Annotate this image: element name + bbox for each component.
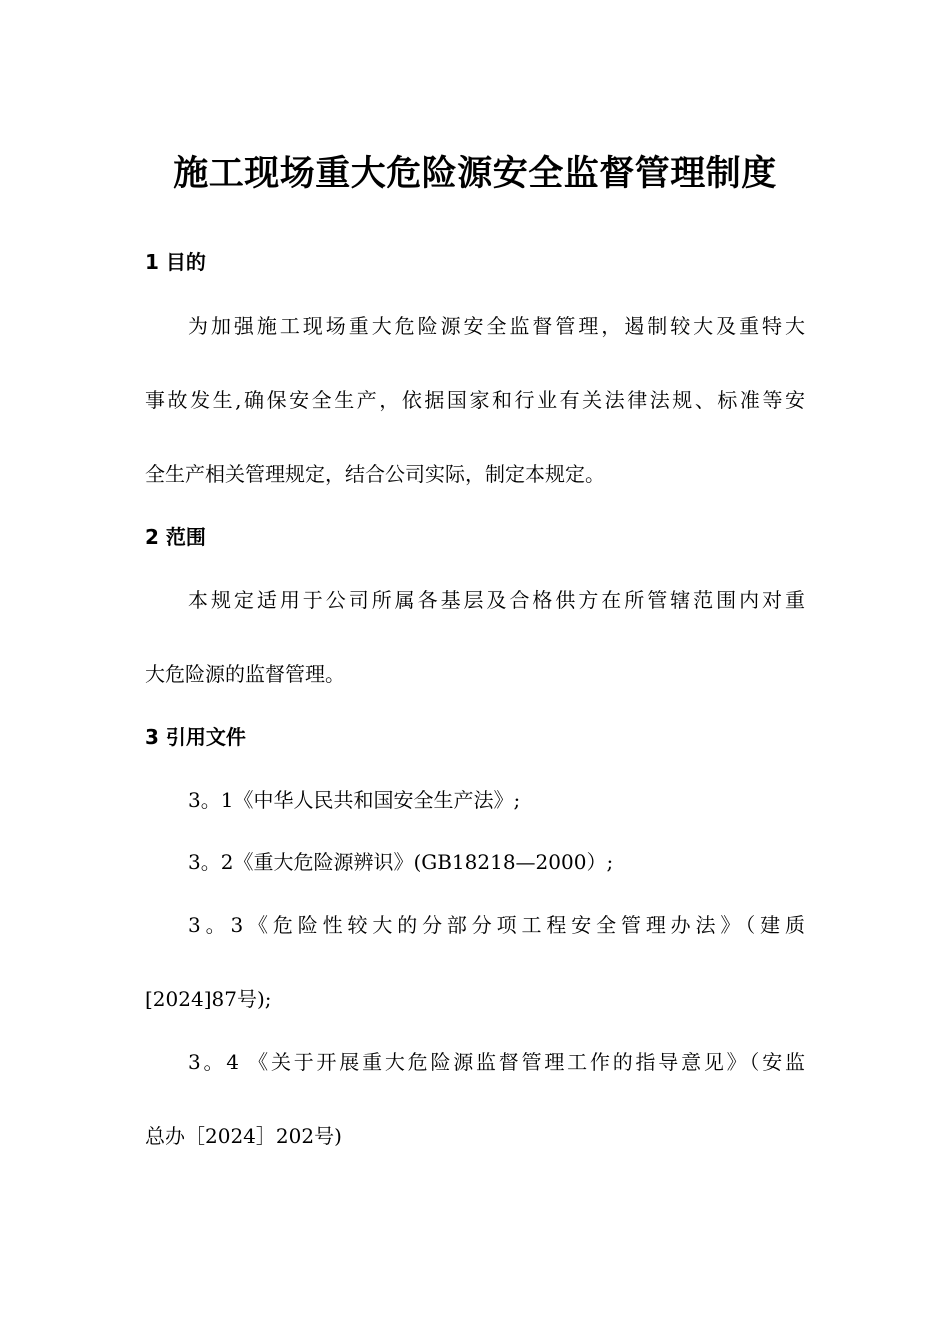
reference-item: 3。1《中华人民共和国安全生产法》; <box>188 788 521 812</box>
reference-item: 3。3《危险性较大的分部分项工程安全管理办法》（建质 <box>188 913 805 937</box>
reference-item-continued: [2024]87号); <box>145 987 272 1011</box>
paragraph-line: 为加强施工现场重大危险源安全监督管理，遏制较大及重特大 <box>188 314 805 338</box>
reference-item: 3。4 《关于开展重大危险源监督管理工作的指导意见》（安监 <box>188 1050 805 1074</box>
section-heading-scope: 2 范围 <box>145 525 206 549</box>
section-heading-purpose: 1 目的 <box>145 250 206 274</box>
paragraph-line: 本规定适用于公司所属各基层及合格供方在所管辖范围内对重 <box>188 588 805 612</box>
paragraph-line: 大危险源的监督管理。 <box>145 662 345 686</box>
reference-item: 3。2《重大危险源辨识》(GB18218—2000）; <box>188 850 614 874</box>
reference-item-continued: 总办［2024］202号) <box>145 1124 342 1148</box>
paragraph-line: 事故发生,确保安全生产，依据国家和行业有关法律法规、标准等安 <box>145 388 805 412</box>
document-title: 施工现场重大危险源安全监督管理制度 <box>173 153 777 194</box>
paragraph-line: 全生产相关管理规定，结合公司实际，制定本规定。 <box>145 462 605 486</box>
section-heading-references: 3 引用文件 <box>145 725 246 749</box>
